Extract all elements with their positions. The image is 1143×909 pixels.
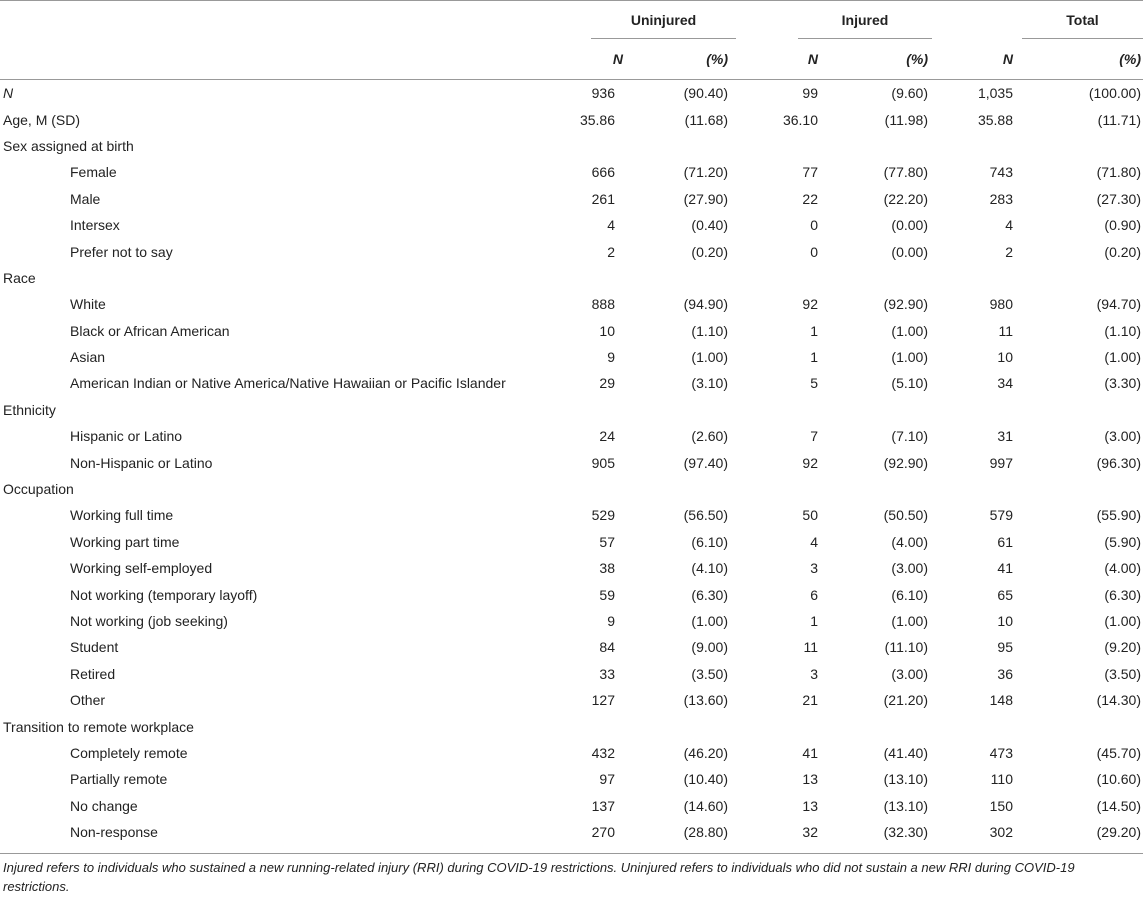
count-cell: 29 xyxy=(599,375,615,392)
table-row xyxy=(0,634,1143,660)
count-cell: 92 xyxy=(802,454,818,471)
percent-cell: (14.30) xyxy=(1096,692,1141,709)
percent-cell: (4.00) xyxy=(1104,560,1141,577)
count-cell xyxy=(936,713,1017,739)
count-cell: 35.88 xyxy=(977,111,1013,128)
subheader-n: N xyxy=(1002,51,1013,67)
table-header xyxy=(0,1,1143,80)
count-cell: 150 xyxy=(989,797,1013,814)
table-row xyxy=(0,344,1143,370)
percent-cell: (1.00) xyxy=(1104,613,1141,629)
table-row xyxy=(0,449,1143,475)
percent-cell: (3.00) xyxy=(1104,428,1141,445)
percent-cell: (14.50) xyxy=(1096,797,1141,814)
count-cell: 99 xyxy=(802,85,818,102)
percent-cell xyxy=(1017,713,1143,739)
table-row xyxy=(0,186,1143,212)
percent-cell: (1.10) xyxy=(691,322,728,339)
count-cell: 10 xyxy=(599,322,615,339)
count-cell xyxy=(738,713,822,739)
percent-cell: (14.60) xyxy=(683,797,728,814)
percent-cell: (3.30) xyxy=(1104,375,1141,392)
percent-cell: (27.90) xyxy=(683,190,728,207)
count-cell xyxy=(936,476,1017,502)
row-label: Race xyxy=(3,269,36,286)
percent-cell: (1.00) xyxy=(891,349,928,366)
count-cell: 888 xyxy=(591,296,615,313)
percent-cell: (28.80) xyxy=(683,824,728,841)
count-cell: 1 xyxy=(810,322,818,339)
count-cell xyxy=(738,397,822,423)
subheader-row xyxy=(0,39,1143,79)
table-row xyxy=(0,159,1143,185)
group-label: Uninjured xyxy=(591,12,736,39)
count-cell: 13 xyxy=(802,771,818,788)
count-cell: 57 xyxy=(599,533,615,550)
row-label: Retired xyxy=(70,665,116,682)
count-cell: 36 xyxy=(997,665,1013,682)
percent-cell xyxy=(822,265,936,291)
row-label: Completely remote xyxy=(70,744,188,761)
percent-cell: (50.50) xyxy=(883,507,928,524)
group-header-total xyxy=(936,1,1143,39)
percent-cell: (3.50) xyxy=(1104,665,1141,682)
table-row xyxy=(0,133,1143,159)
percent-cell: (22.20) xyxy=(883,190,928,207)
count-cell xyxy=(936,397,1017,423)
group-label: Total xyxy=(1022,12,1143,39)
percent-cell: (11.10) xyxy=(884,639,928,656)
count-cell xyxy=(575,713,623,739)
percent-cell: (3.50) xyxy=(691,665,728,682)
count-cell: 579 xyxy=(989,507,1013,524)
table-row xyxy=(0,370,1143,396)
percent-cell: (6.10) xyxy=(891,586,928,603)
percent-cell xyxy=(1017,265,1143,291)
subheader-pct: (%) xyxy=(706,51,728,67)
table-row xyxy=(0,397,1143,423)
subheader-n: N xyxy=(612,51,623,67)
count-cell: 4 xyxy=(607,217,615,234)
subheader-n: N xyxy=(807,51,818,67)
count-cell: 36.10 xyxy=(782,111,818,128)
count-cell: 905 xyxy=(591,454,615,471)
table-row xyxy=(0,608,1143,634)
row-label: Age, M (SD) xyxy=(3,111,81,128)
percent-cell: (56.50) xyxy=(683,507,728,524)
table-body xyxy=(0,80,1143,846)
count-cell xyxy=(936,133,1017,159)
percent-cell: (1.00) xyxy=(691,613,728,629)
percent-cell: (1.10) xyxy=(1104,322,1141,339)
count-cell xyxy=(738,133,822,159)
count-cell: 61 xyxy=(997,533,1013,550)
count-cell xyxy=(575,265,623,291)
row-label: Not working (temporary layoff) xyxy=(70,586,258,603)
row-label: No change xyxy=(70,797,138,814)
percent-cell: (29.20) xyxy=(1096,824,1141,841)
percent-cell xyxy=(1017,133,1143,159)
percent-cell: (96.30) xyxy=(1096,454,1141,471)
percent-cell: (90.40) xyxy=(683,85,728,102)
count-cell: 9 xyxy=(607,349,615,366)
percent-cell: (46.20) xyxy=(683,744,728,761)
percent-cell xyxy=(623,476,738,502)
percent-cell: (97.40) xyxy=(683,454,728,471)
group-header-uninjured xyxy=(575,1,738,39)
row-label: Black or African American xyxy=(70,322,230,339)
group-header-injured xyxy=(738,1,936,39)
percent-cell: (6.30) xyxy=(1104,586,1141,603)
row-label: Not working (job seeking) xyxy=(70,613,228,629)
count-cell: 137 xyxy=(591,797,615,814)
percent-cell: (10.60) xyxy=(1096,771,1141,788)
percent-cell xyxy=(623,133,738,159)
count-cell: 4 xyxy=(1005,217,1013,234)
count-cell: 261 xyxy=(591,190,615,207)
count-cell xyxy=(575,397,623,423)
percent-cell: (55.90) xyxy=(1096,507,1141,524)
table-row xyxy=(0,476,1143,502)
count-cell: 11 xyxy=(803,639,818,656)
percent-cell: (4.00) xyxy=(891,533,928,550)
row-label: Hispanic or Latino xyxy=(70,428,183,445)
count-cell: 127 xyxy=(591,692,615,709)
count-cell: 59 xyxy=(599,586,615,603)
count-cell: 92 xyxy=(802,296,818,313)
row-label: Prefer not to say xyxy=(70,243,173,260)
table-row xyxy=(0,265,1143,291)
row-label: Ethnicity xyxy=(3,401,56,418)
count-cell: 980 xyxy=(989,296,1013,313)
count-cell: 50 xyxy=(802,507,818,524)
percent-cell: (9.00) xyxy=(691,639,728,656)
row-label: Female xyxy=(70,164,117,181)
count-cell: 10 xyxy=(997,349,1013,366)
count-cell: 77 xyxy=(802,164,818,181)
percent-cell: (0.00) xyxy=(891,243,928,260)
percent-cell: (45.70) xyxy=(1096,744,1141,761)
count-cell: 21 xyxy=(802,692,818,709)
percent-cell xyxy=(822,397,936,423)
row-label: Asian xyxy=(70,349,106,366)
percent-cell: (5.10) xyxy=(891,375,928,392)
row-label: Occupation xyxy=(3,481,74,498)
percent-cell: (1.00) xyxy=(691,349,728,366)
table-row xyxy=(0,238,1143,264)
count-cell: 2 xyxy=(1005,243,1013,260)
percent-cell: (11.68) xyxy=(684,111,728,128)
percent-cell: (71.80) xyxy=(1096,164,1141,181)
percent-cell: (7.10) xyxy=(891,428,928,445)
percent-cell: (13.10) xyxy=(883,771,928,788)
count-cell: 1,035 xyxy=(977,85,1013,102)
percent-cell: (0.20) xyxy=(1104,243,1141,260)
percent-cell: (100.00) xyxy=(1088,85,1141,102)
count-cell xyxy=(936,265,1017,291)
percent-cell xyxy=(623,265,738,291)
count-cell: 35.86 xyxy=(579,111,615,128)
row-label: American Indian or Native America/Native Hawaiian or Pacific Islander xyxy=(70,375,506,392)
percent-cell: (5.90) xyxy=(1104,533,1141,550)
percent-cell: (92.90) xyxy=(883,454,928,471)
percent-cell: (77.80) xyxy=(883,164,928,181)
table-row xyxy=(0,502,1143,528)
row-label: Partially remote xyxy=(70,771,168,788)
table-footnote: Injured refers to individuals who sustained a new running-related injury (RRI) during COVID-19 restrictions. Uninjured refers to individuals who did not sustain a new RRI during COVID-19 restrictions. xyxy=(3,860,1075,895)
percent-cell: (13.10) xyxy=(883,797,928,814)
count-cell xyxy=(575,133,623,159)
count-cell: 270 xyxy=(591,824,615,841)
count-cell: 24 xyxy=(599,428,615,445)
count-cell xyxy=(738,476,822,502)
count-cell: 97 xyxy=(599,771,615,788)
percent-cell: (0.00) xyxy=(891,217,928,234)
row-label: N xyxy=(3,85,14,102)
row-label: Working self-employed xyxy=(70,560,213,577)
percent-cell: (6.10) xyxy=(691,533,728,550)
count-cell: 95 xyxy=(997,639,1013,656)
percent-cell xyxy=(1017,397,1143,423)
count-cell: 22 xyxy=(802,190,818,207)
table-row xyxy=(0,740,1143,766)
table-row xyxy=(0,80,1143,107)
count-cell: 41 xyxy=(997,560,1013,577)
percent-cell: (94.90) xyxy=(683,296,728,313)
count-cell: 38 xyxy=(599,560,615,577)
count-cell: 110 xyxy=(990,771,1013,788)
percent-cell xyxy=(1017,476,1143,502)
count-cell: 997 xyxy=(989,454,1013,471)
count-cell: 34 xyxy=(997,375,1013,392)
count-cell: 84 xyxy=(599,639,615,656)
count-cell: 529 xyxy=(591,507,615,524)
table-row xyxy=(0,793,1143,819)
percent-cell: (0.20) xyxy=(691,243,728,260)
table-row xyxy=(0,555,1143,581)
table-row xyxy=(0,687,1143,713)
count-cell: 148 xyxy=(989,692,1013,709)
percent-cell: (10.40) xyxy=(683,771,728,788)
percent-cell: (3.10) xyxy=(691,375,728,392)
count-cell: 743 xyxy=(989,164,1013,181)
count-cell: 0 xyxy=(810,217,818,234)
percent-cell: (27.30) xyxy=(1096,190,1141,207)
percent-cell xyxy=(822,713,936,739)
table-row xyxy=(0,291,1143,317)
count-cell: 11 xyxy=(998,322,1013,339)
percent-cell: (3.00) xyxy=(891,560,928,577)
table-row xyxy=(0,318,1143,344)
count-cell: 2 xyxy=(607,243,615,260)
count-cell: 0 xyxy=(810,243,818,260)
table-row xyxy=(0,212,1143,238)
count-cell: 7 xyxy=(810,428,818,445)
count-cell: 6 xyxy=(810,586,818,603)
row-label: White xyxy=(70,296,106,313)
table-row xyxy=(0,529,1143,555)
count-cell: 5 xyxy=(810,375,818,392)
percent-cell xyxy=(623,397,738,423)
percent-cell xyxy=(822,133,936,159)
row-label: Working part time xyxy=(70,533,180,550)
count-cell: 33 xyxy=(599,665,615,682)
percent-cell xyxy=(822,476,936,502)
row-label: Student xyxy=(70,639,119,656)
count-cell: 41 xyxy=(802,744,818,761)
percent-cell: (0.40) xyxy=(691,217,728,234)
count-cell: 473 xyxy=(989,744,1013,761)
row-label: Male xyxy=(70,190,101,207)
percent-cell: (4.10) xyxy=(691,560,728,577)
count-cell: 302 xyxy=(989,824,1013,841)
count-cell: 432 xyxy=(591,744,615,761)
count-cell: 936 xyxy=(591,85,615,102)
table-row xyxy=(0,423,1143,449)
percent-cell: (9.20) xyxy=(1104,639,1141,656)
percent-cell: (9.60) xyxy=(891,85,928,102)
count-cell: 4 xyxy=(810,533,818,550)
table-row xyxy=(0,661,1143,687)
table-row xyxy=(0,713,1143,739)
table-row xyxy=(0,581,1143,607)
percent-cell: (1.00) xyxy=(891,322,928,339)
table-row xyxy=(0,106,1143,132)
table-row xyxy=(0,819,1143,845)
count-cell: 283 xyxy=(989,190,1013,207)
count-cell: 1 xyxy=(810,613,818,629)
count-cell: 31 xyxy=(997,428,1013,445)
percent-cell: (1.00) xyxy=(1104,349,1141,366)
count-cell: 3 xyxy=(810,665,818,682)
row-label: Transition to remote workplace xyxy=(3,718,194,735)
percent-cell: (11.98) xyxy=(884,111,928,128)
percent-cell xyxy=(623,713,738,739)
count-cell: 1 xyxy=(810,349,818,366)
percent-cell: (13.60) xyxy=(683,692,728,709)
percent-cell: (71.20) xyxy=(683,164,728,181)
row-label: Non-response xyxy=(70,824,158,841)
percent-cell: (3.00) xyxy=(891,665,928,682)
row-label: Working full time xyxy=(70,507,174,524)
count-cell: 13 xyxy=(802,797,818,814)
subheader-pct: (%) xyxy=(1119,51,1141,67)
group-label: Injured xyxy=(798,12,932,39)
subheader-pct: (%) xyxy=(906,51,928,67)
percent-cell: (6.30) xyxy=(691,586,728,603)
percent-cell: (21.20) xyxy=(883,692,928,709)
count-cell: 3 xyxy=(810,560,818,577)
row-label: Non-Hispanic or Latino xyxy=(70,454,213,471)
row-label: Sex assigned at birth xyxy=(3,137,134,154)
row-label: Intersex xyxy=(70,217,120,234)
percent-cell: (1.00) xyxy=(891,613,928,629)
percent-cell: (11.71) xyxy=(1097,111,1141,128)
count-cell: 666 xyxy=(591,164,615,181)
count-cell: 10 xyxy=(997,613,1013,629)
count-cell: 9 xyxy=(607,613,615,629)
count-cell xyxy=(575,476,623,502)
percent-cell: (0.90) xyxy=(1104,217,1141,234)
count-cell: 65 xyxy=(997,586,1013,603)
group-header-row xyxy=(0,1,1143,39)
table-row xyxy=(0,766,1143,792)
row-label: Other xyxy=(70,692,106,709)
percent-cell: (41.40) xyxy=(883,744,928,761)
percent-cell: (2.60) xyxy=(691,428,728,445)
count-cell: 32 xyxy=(802,824,818,841)
percent-cell: (92.90) xyxy=(883,296,928,313)
count-cell xyxy=(738,265,822,291)
percent-cell: (94.70) xyxy=(1096,296,1141,313)
percent-cell: (32.30) xyxy=(883,824,928,841)
